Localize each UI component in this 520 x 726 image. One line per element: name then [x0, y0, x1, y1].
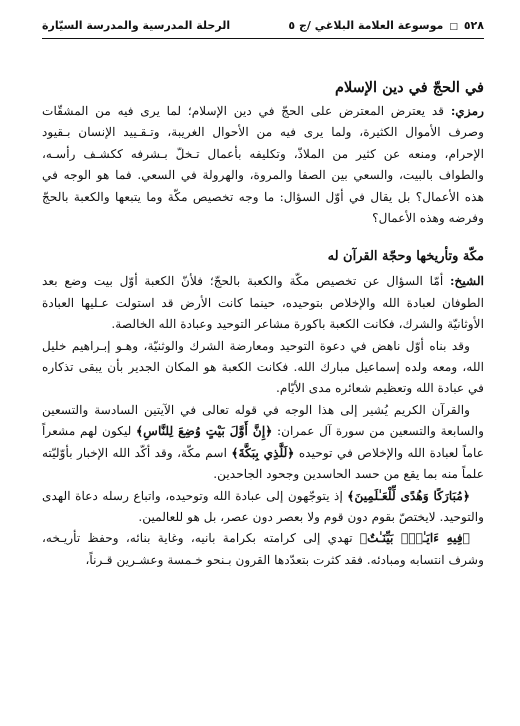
quran-verse-clear-signs: ﴿فِيهِ ءَايَـٰتُۢ بَيِّنَـٰتٌ﴾	[359, 531, 470, 546]
paragraph-ramzi-text: قد يعترض المعترض على الحجّ في دين الإسلام؛ لما يرى فيه من المشقّات وصرف الأموال الكثيرة، ولما يرى فيه من الأحوال الغريبة، وتـقـييد الإنسان بـقيود الإحرام، ومنعه عن كثير من الملاذّ، وتكليفه بأعمال تـخلّ بـشرفه ككشـف رأسـه، والطواف بالبيت، والسعي بين الصفا والمروة، والهرولة في السعي. فما هو الوجه في هذه الأعمال؟ بل يقال في أوّل السؤال: ما وجه تخصيص مكّة وما يتبعها والكعبة بالحجّ وفرضه وهذه الأعمال؟	[42, 104, 484, 226]
paragraph-blessed	[42, 486, 484, 529]
paragraph-quran-text-b: ليكون لهم مشعراً عاماً لعبادة الله والإخلاص في توحيده	[42, 424, 484, 460]
paragraph-signs-text: تهدي إلى كرامته بكرامة بانيه، وغاية بنائه، وحفظ تأريـخه، وشرف انتسابه ومبادئه. فقد كثرت بتعدّدها القرون بـنحو خـمسة وعشـرين قـرناً،	[42, 531, 484, 567]
book-title: موسوعة العلامة البلاغي /ج ٥	[288, 19, 444, 32]
quran-verse-blessed: ﴿مُبَارَكًا وَهُدًى لِّلْعَـٰلَمِينَ﴾	[347, 488, 470, 503]
speaker-label-ramzi: رمزي:	[450, 104, 484, 118]
speaker-label-sheikh: الشيخ:	[449, 274, 484, 289]
quran-verse-bakka: ﴿لَلَّذِي بِبَكَّةَ﴾	[231, 445, 295, 460]
paragraph-ramzi	[42, 101, 484, 229]
paragraph-quran	[42, 400, 484, 486]
paragraph-blessed-text: إذ يتوجّهون إلى عبادة الله وتوحيده، واتباع رسله دعاة الهدى والتوحيد. لايختصّ بقوم دون قوم ولا بعصر دون عصر، بل هو للعالمين.	[42, 488, 484, 524]
book-page	[42, 18, 484, 726]
section-heading-hajj: في الحجّ في دين الإسلام	[334, 79, 484, 96]
running-header	[42, 18, 484, 39]
paragraph-sheikh-text: أمّا السؤال عن تخصيص مكّة والكعبة بالحجّ؛ فلأنّ الكعبة أوّل بيت وضع بعد الطوفان لعبادة الله والإخلاص بتوحيده، حينما كانت الأرض قد استولت عـليها العبادة الأوثانيّة والشرك، فكانت الكعبة باكورة مشاعر التوحيد وعبادة الله الخالصة.	[42, 274, 484, 332]
chapter-title: الرحلة المدرسية والمدرسة السيّارة	[42, 19, 231, 32]
separator-square-icon: □	[449, 22, 458, 32]
quran-verse-first-house: ﴿إِنَّ أَوَّلَ بَيْتٍ وُضِعَ لِلنَّاسِ﴾	[136, 424, 273, 439]
header-right	[288, 18, 484, 35]
paragraph-quran-text-a: والقرآن الكريم يُشير إلى هذا الوجه في قوله تعالى في الآيتين السادسة والتسعين والسابعة والتسعين من سورة آل عمران:	[42, 402, 485, 439]
paragraph-quran-text-c: اسم مكّة، وقد أكّد الله الإخبار بأوّليّته علماً منه بما يقع من حسد الحاسدين وجحود الجاحدين.	[42, 445, 484, 482]
page-number: ٥٢٨	[463, 19, 484, 32]
paragraph-ibrahim: وقد بناه أوّل ناهض في دعوة التوحيد ومعارضة الشرك والوثنيّة، وهـو إبـراهيم خليل الله، ومعه ولده إسماعيل مبارك الله. فكانت الكعبة هو المكان الجدير بأن يبقى تذكاره في عبادة الله وتعظيم شعائره مدى الأيّام.	[42, 338, 484, 396]
paragraph-signs	[42, 528, 484, 571]
paragraph-sheikh	[42, 271, 484, 335]
section-heading-mecca: مكّة وتأريخها وحجّة القرآن له	[327, 249, 484, 265]
